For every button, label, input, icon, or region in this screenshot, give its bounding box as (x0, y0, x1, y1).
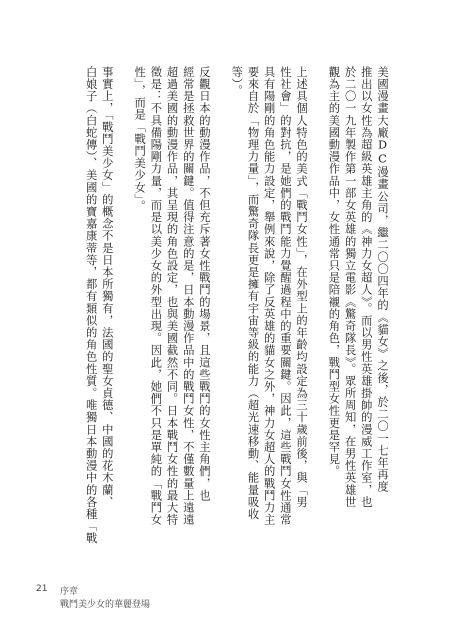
text-column: 等）。 (230, 66, 244, 97)
text-column: 性」，而是「戰鬥美少女」。 (133, 66, 147, 212)
text-column: 觀為主的美國動漫作品中，女性通常只是陪襯的角色，戰鬥型女性更是罕見。 (327, 66, 341, 478)
text-column: 超過美國的動漫作品，其呈現的角色設定，也與美國截然不同。日本戰鬥女性的最大特 (165, 66, 179, 526)
text-column: 性社會」的對抗，是她們的戰鬥能力覺醒過程中的重要關鍵。因此，這些戰鬥女性通常 (278, 66, 292, 526)
text-column: 上述具個人特色的美式「戰鬥女性」，在外型上的年齡均設定為三十歲前後，與「男 (295, 66, 309, 509)
text-column: 徵是：不具備陽剛力量，而是以美少女的外型出現。因此，她們不只是單純的「戰鬥女 (149, 66, 163, 526)
paragraph-gap (115, 66, 131, 571)
text-column: 經常是拯救世界的關鍵。值得注意的是，日本動漫作品中的戰鬥女性，不僅數量上遠遠 (181, 66, 195, 526)
paragraph-gap (309, 66, 325, 571)
page-number: 21 (36, 584, 48, 594)
text-column: 要來自於「物理力量」，而驚奇隊長更是擁有宇宙等級的能力（超光速移動、能量吸收 (246, 66, 260, 521)
chapter-label: 序章 (60, 587, 79, 597)
text-column: 於二〇一九年製作第一部女英雄的獨立電影《驚奇隊長》。眾所周知，在男性英雄世 (343, 66, 357, 509)
text-column: 反觀日本的動漫作品，不但充斥著女性戰鬥的場景，且這些戰鬥的女性主角們，也 (197, 66, 211, 502)
text-column: 美國漫畫大廠DC漫畫公司，繼二〇〇四年的《貓女》之後，於二〇一七年再度 (376, 66, 389, 493)
text-column: 具有陽剛的角色能力設定，舉例來說，除了反英雄的貓女之外，神力女超人的戰鬥力主 (262, 66, 276, 526)
vertical-text-body (70, 66, 390, 571)
page-footer (36, 584, 416, 614)
text-column: 事實上，「戰鬥美少女」的概念不是日本所獨有，法國的聖女貞德、中國的花木蘭、 (100, 66, 114, 509)
text-column: 白娘子（白蛇傳）、美國的寶嘉康蒂等，都有類似的角色性質。唯獨日本動漫中的各種「戰 (84, 66, 98, 545)
paragraph-gap (212, 66, 228, 571)
text-column: 推出以女性為超級英雄主角的《神力女超人》。而以男性英雄掛帥的漫威工作室，也 (359, 66, 373, 509)
chapter-title: 戰鬥美少女的華麗登場 (60, 600, 151, 610)
